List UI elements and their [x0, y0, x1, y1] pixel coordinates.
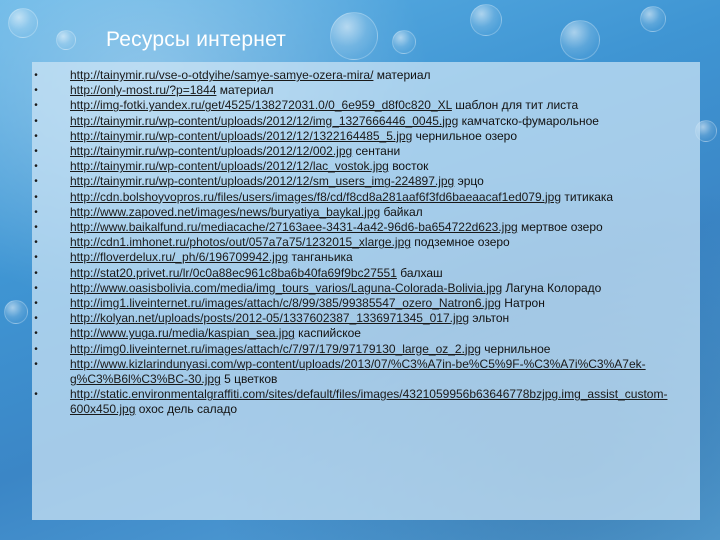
list-item: [32, 190, 690, 205]
list-item: [32, 83, 690, 98]
bullet-icon: •: [34, 176, 38, 188]
bullet-icon: •: [34, 267, 38, 279]
bullet-icon: •: [34, 191, 38, 203]
resource-link[interactable]: http://www.baikalfund.ru/mediacache/27163aee-3431-4a42-96d6-ba654722d623.jpg: [70, 220, 518, 235]
resource-description: сентани: [352, 144, 401, 159]
bullet-icon: •: [34, 328, 38, 340]
resource-link[interactable]: http://cdn1.imhonet.ru/photos/out/057a7a75/1232015_xlarge.jpg: [70, 235, 411, 250]
resource-description: материал: [216, 83, 274, 98]
resource-description: титикака: [561, 189, 614, 204]
resource-link[interactable]: http://floverdelux.ru/_ph/6/196709942.jpg: [70, 250, 289, 265]
list-item: [32, 114, 690, 129]
list-item: [32, 387, 690, 417]
bullet-icon: •: [34, 343, 38, 355]
resource-description: 5 цветков: [220, 372, 278, 387]
resource-link[interactable]: http://www.yuga.ru/media/kaspian_sea.jpg: [70, 326, 295, 341]
resource-link[interactable]: http://tainymir.ru/vse-o-otdyihe/samye-samye-ozera-mira/: [70, 68, 374, 82]
bullet-icon: •: [34, 252, 38, 264]
list-item: [32, 342, 690, 357]
resource-link[interactable]: http://img0.liveinternet.ru/images/attach/c/7/97/179/97179130_large_oz_2.jpg: [70, 341, 481, 356]
resource-description: балхаш: [396, 265, 443, 280]
resource-link[interactable]: http://static.environmentalgraffiti.com/sites/default/files/images/4321059956b63646778bzjpg.img_assist_custom-600x450.jpg: [70, 387, 668, 417]
bullet-icon: •: [34, 313, 38, 325]
bubble-decoration: [392, 30, 416, 54]
resource-description: Натрон: [500, 296, 545, 311]
resource-list: [32, 62, 700, 418]
list-item: [32, 357, 690, 387]
slide-title: Ресурсы интернет: [106, 28, 287, 51]
bullet-icon: •: [34, 206, 38, 218]
resource-description: восток: [388, 159, 429, 174]
bullet-icon: •: [34, 70, 38, 81]
resource-description: мертвое озеро: [517, 220, 603, 235]
list-item: [32, 311, 690, 326]
resource-link[interactable]: http://tainymir.ru/wp-content/uploads/2012/12/img_1327666446_0045.jpg: [70, 113, 459, 128]
bullet-icon: •: [34, 358, 38, 370]
resource-description: камчатско-фумарольное: [458, 113, 599, 128]
bubble-decoration: [330, 12, 378, 60]
resource-link[interactable]: http://stat20.privet.ru/lr/0c0a88ec961c8ba6b40fa69f9bc27551: [70, 265, 397, 280]
list-item: [32, 98, 690, 113]
list-item: [32, 235, 690, 250]
resource-description: охос дель саладо: [135, 402, 238, 417]
list-item: [32, 296, 690, 311]
resource-description: материал: [373, 68, 431, 82]
resource-link[interactable]: http://img-fotki.yandex.ru/get/4525/138272031.0/0_6e959_d8f0c820_XL: [70, 98, 452, 113]
list-item: [32, 326, 690, 341]
list-item: [32, 68, 690, 83]
bullet-icon: •: [34, 237, 38, 249]
bullet-icon: •: [34, 161, 38, 173]
resource-description: чернильное: [480, 341, 551, 356]
bullet-icon: •: [34, 298, 38, 310]
resource-link[interactable]: http://cdn.bolshoyvopros.ru/files/users/images/f8/cd/f8cd8a281aaf6f3fd6baeaacaf1ed079.jpg: [70, 189, 561, 204]
resource-description: подземное озеро: [410, 235, 510, 250]
bullet-icon: •: [34, 85, 38, 97]
resource-description: танганьика: [288, 250, 353, 265]
resource-link[interactable]: http://kolyan.net/uploads/posts/2012-05/1337602387_1336971345_017.jpg: [70, 311, 470, 326]
resource-link[interactable]: http://tainymir.ru/wp-content/uploads/2012/12/1322164485_5.jpg: [70, 128, 413, 143]
bubble-decoration: [56, 30, 76, 50]
list-item: [32, 205, 690, 220]
bullet-icon: •: [34, 389, 38, 401]
list-item: [32, 144, 690, 159]
resource-link[interactable]: http://tainymir.ru/wp-content/uploads/2012/12/sm_users_img-224897.jpg: [70, 174, 455, 189]
resource-description: чернильное озеро: [412, 128, 518, 143]
list-item: [32, 266, 690, 281]
resource-description: эрцо: [454, 174, 484, 189]
resource-description: байкал: [380, 204, 423, 219]
resource-description: эльтон: [469, 311, 510, 326]
list-item: [32, 220, 690, 235]
resource-link[interactable]: http://www.oasisbolivia.com/media/img_tours_varios/Laguna-Colorada-Bolivia.jpg: [70, 280, 503, 295]
bubble-decoration: [4, 300, 28, 324]
resource-link[interactable]: http://img1.liveinternet.ru/images/attach/c/8/99/385/99385547_ozero_Natron6.jpg: [70, 296, 501, 311]
bullet-icon: •: [34, 100, 38, 112]
resource-link[interactable]: http://only-most.ru/?p=1844: [70, 83, 217, 98]
bubble-decoration: [8, 8, 38, 38]
bubble-decoration: [470, 4, 502, 36]
bullet-icon: •: [34, 130, 38, 142]
bullet-icon: •: [34, 222, 38, 234]
bubble-decoration: [640, 6, 666, 32]
resource-description: каспийское: [294, 326, 361, 341]
resource-link[interactable]: http://tainymir.ru/wp-content/uploads/2012/12/002.jpg: [70, 144, 353, 159]
bullet-icon: •: [34, 115, 38, 127]
resource-link[interactable]: http://www.kizlarindunyasi.com/wp-content/uploads/2013/07/%C3%A7in-be%C5%9F-%C3%A7i%C3%A7ek-g%C3%B6l%C3%BC-30.jpg: [70, 356, 646, 387]
resource-description: шаблон для тит листа: [451, 98, 579, 113]
list-item: [32, 250, 690, 265]
bullet-icon: •: [34, 146, 38, 158]
resource-description: Лагуна Колорадо: [502, 280, 602, 295]
bubble-decoration: [560, 20, 600, 60]
list-item: [32, 281, 690, 296]
list-item: [32, 174, 690, 189]
list-item: [32, 129, 690, 144]
resource-link[interactable]: http://www.zapoved.net/images/news/buryatiya_baykal.jpg: [70, 204, 381, 219]
resource-link[interactable]: http://tainymir.ru/wp-content/uploads/2012/12/lac_vostok.jpg: [70, 159, 389, 174]
bullet-icon: •: [34, 282, 38, 294]
list-item: [32, 159, 690, 174]
content-panel: [32, 62, 700, 520]
